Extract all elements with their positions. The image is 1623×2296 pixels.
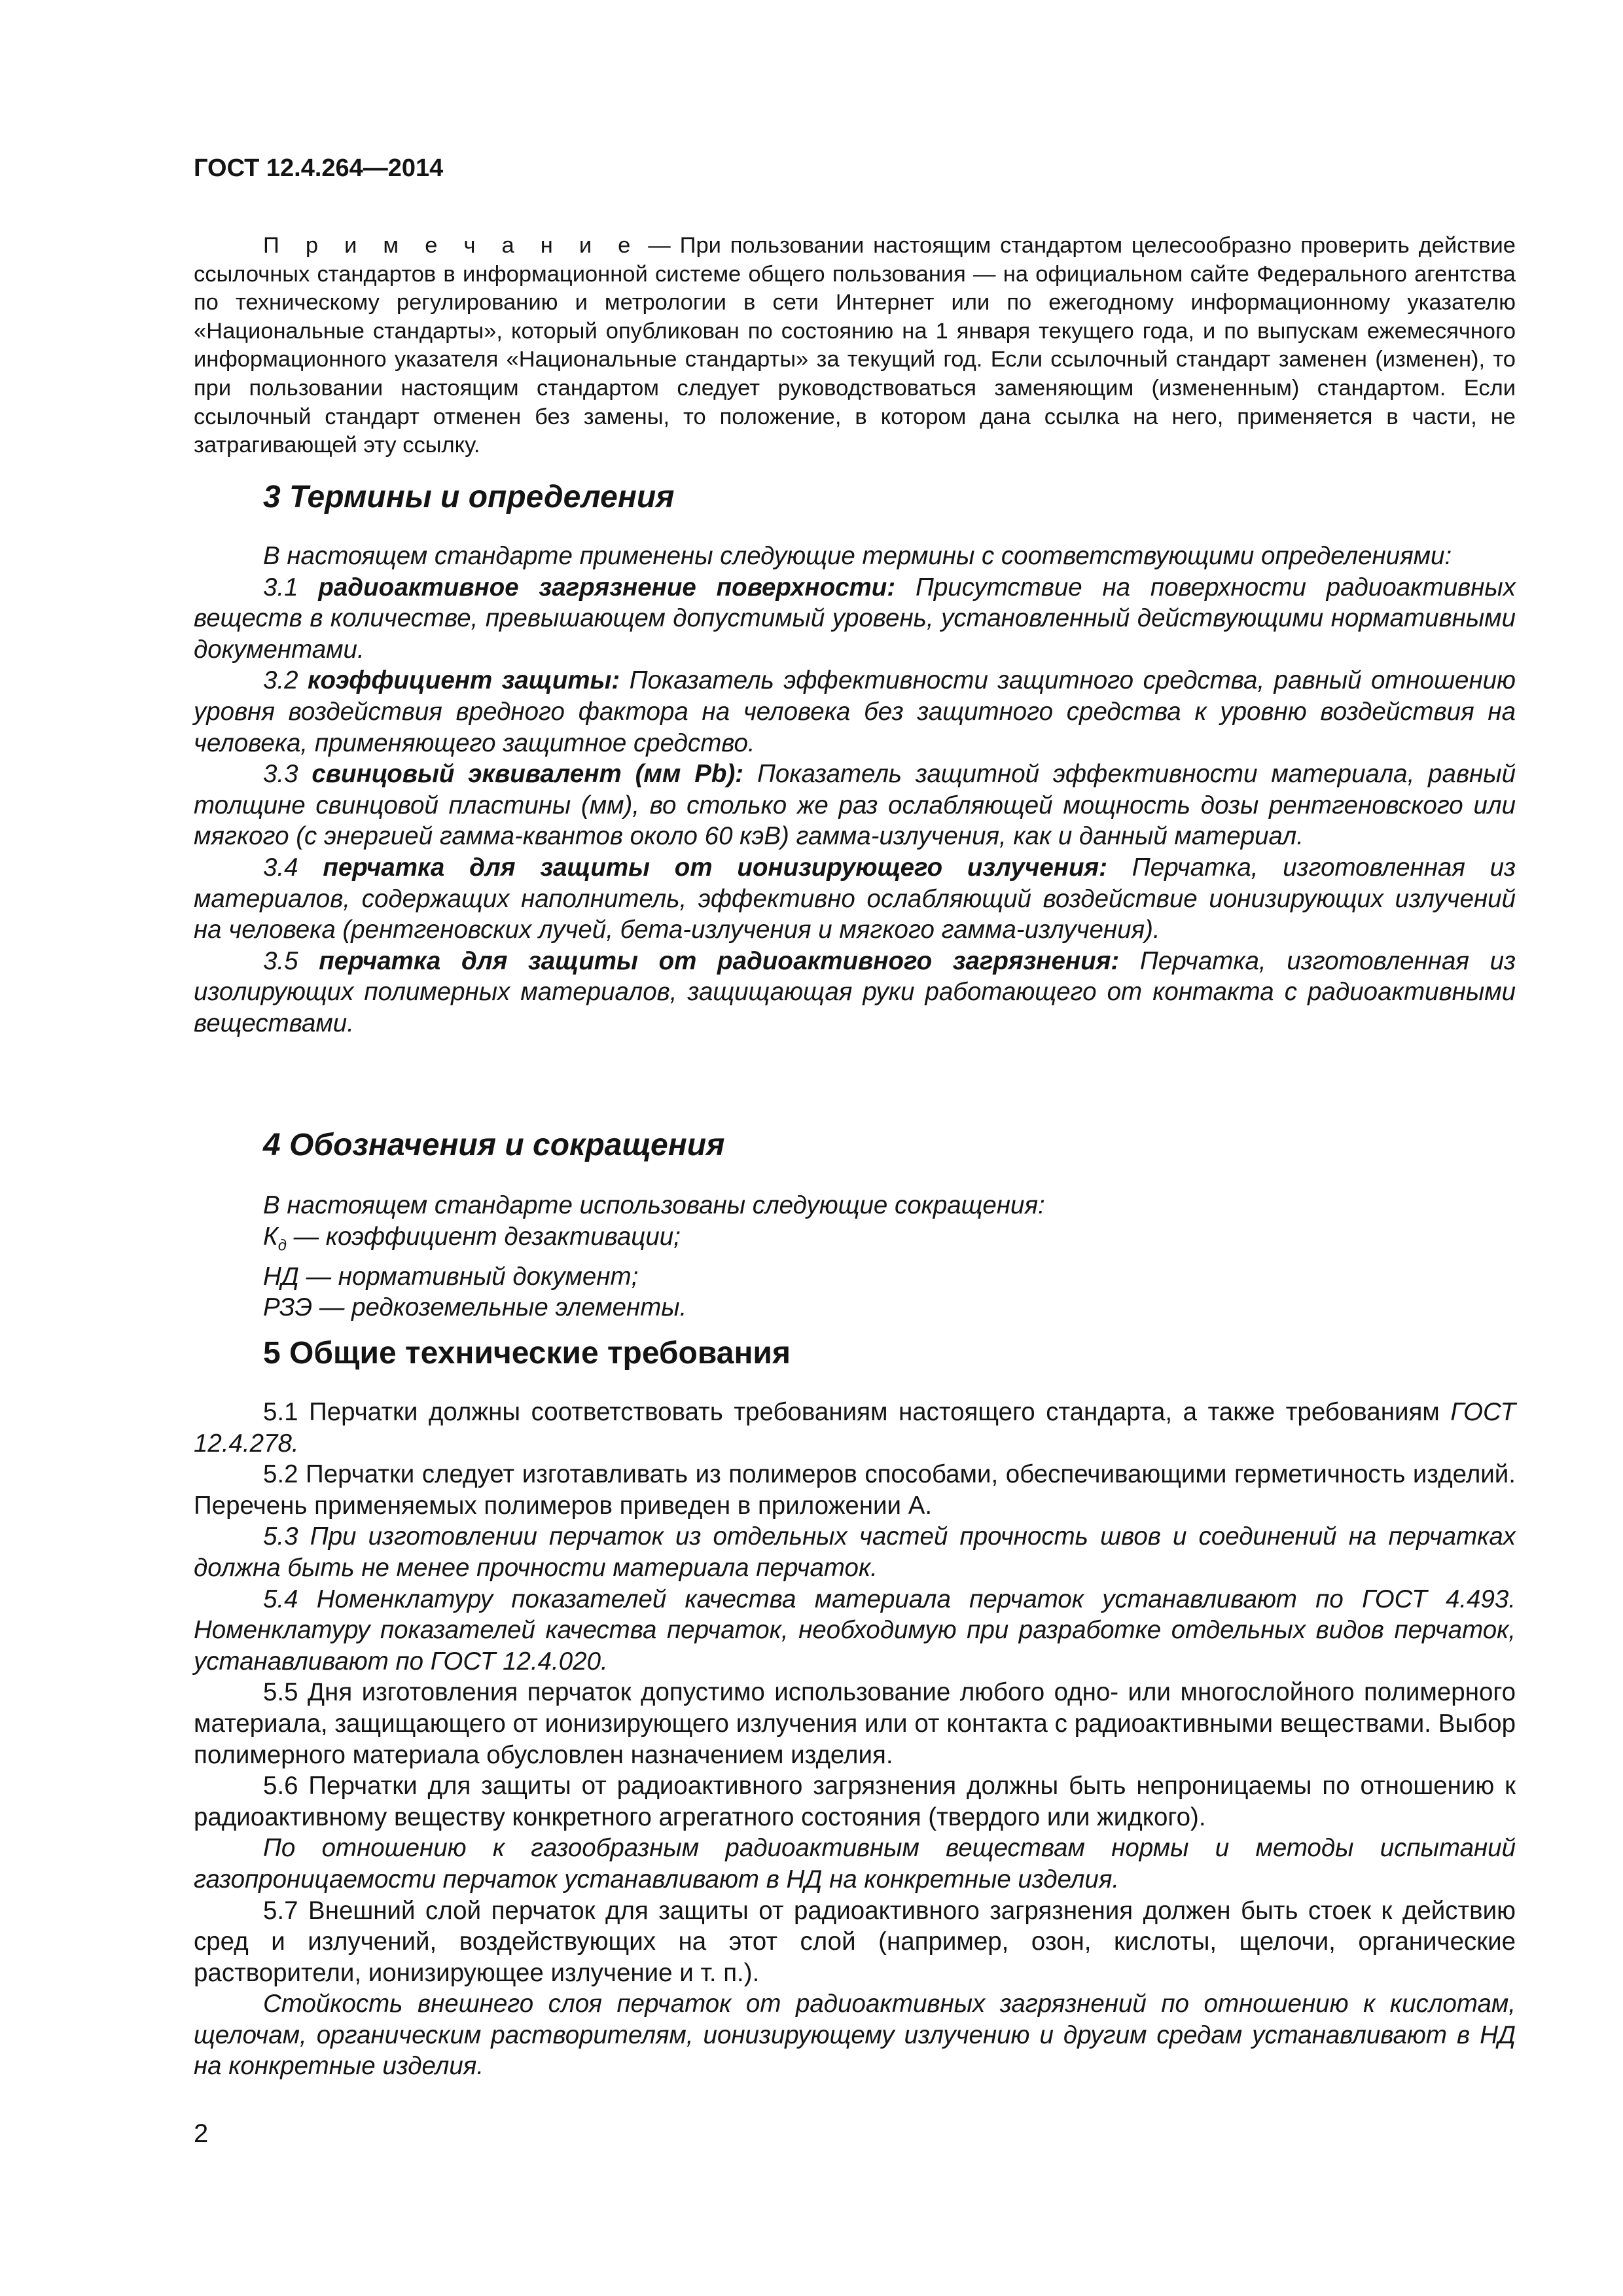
term-name: свинцовый эквивалент (мм Pb): [312, 760, 744, 789]
term-definition: Показатель защитной эффективности материала, равный толщине свинцовой пластины (мм), во столько же раз ослабляющей мощность дозы рентгеновского или мягкого (с энергией гамма-квантов около 60 кэВ) гамма-излучения, как и данный материал. [194, 760, 1516, 851]
section-3-title: 3 Термины и определения [263, 480, 675, 514]
clause-5-4: 5.4 Номенклатуру показателей качества материала перчаток устанавливают по ГОСТ 4.493. Номенклатуру показателей качества перчаток, необходимую при разработке отдельных видов перчаток, устанавливают по ГОСТ 12.4.020. [194, 1585, 1516, 1676]
term-name: коэффициент защиты: [308, 666, 620, 695]
term-3-5: 3.5 перчатка для защиты от радиоактивного загрязнения: Перчатка, изготовленная из изолирующих полимерных материалов, защищающая руки работающего от контакта с радиоактивными веществами. [194, 946, 1516, 1037]
clause-5-7-note: Стойкость внешнего слоя перчаток от радиоактивных загрязнений по отношению к кислотам, щелочам, органическим растворителям, ионизирующему излучению и другим средам устанавливают в НД на конкретные изделия. [194, 1990, 1516, 2081]
term-3-2: 3.2 коэффициент защиты: Показатель эффективности защитного средства, равный отношению уровня воздействия вредного фактора на человека без защитного средства к уровню воздействия на человека, применяющего защитное средство. [194, 666, 1516, 757]
abbr-rze: РЗЭ — редкоземельные элементы. [263, 1293, 687, 1322]
note-text: — При пользовании настоящим стандартом целесообразно проверить действие ссылочных стандартов в информационной системе общего пользования — на официальном сайте Федерального агентства по техническому регулированию и метрологии в сети Интернет или по ежегодному информационному указателю «Национальные стандарты», который опубликован по состоянию на 1 января текущего года, и по выпускам ежемесячного информационного указателя «Национальные стандарты» за текущий год. Если ссылочный стандарт заменен (изменен), то при пользовании настоящим стандартом следует руководствоваться заменяющим (измененным) стандартом. Если ссылочный стандарт отменен без замены, то положение, в котором дана ссылка на него, применяется в части, не затрагивающей эту ссылку. [194, 233, 1516, 458]
term-3-4: 3.4 перчатка для защиты от ионизирующего излучения: Перчатка, изготовленная из материалов, содержащих наполнитель, эффективно ослабляющий воздействие ионизирующих излучений на человека (рентгеновских лучей, бета-излучения и мягкого гамма-излучения). [194, 853, 1516, 944]
term-definition: Перчатка, изготовленная из материалов, содержащих наполнитель, эффективно ослабляющий воздействие ионизирующих излучений на человека (рентгеновских лучей, бета-излучения и мягкого гамма-излучения). [194, 853, 1516, 944]
note-paragraph [194, 232, 1516, 460]
section-4-title: 4 Обозначения и сокращения [263, 1128, 725, 1162]
term-name: перчатка для защиты от ионизирующего излучения: [323, 853, 1108, 882]
clause-5-6-note: По отношению к газообразным радиоактивным веществам нормы и методы испытаний газопроницаемости перчаток устанавливают в НД на конкретные изделия. [194, 1834, 1516, 1893]
document-header: ГОСТ 12.4.264—2014 [194, 154, 444, 182]
section-3-body [194, 541, 1516, 1039]
term-3-3: 3.3 свинцовый эквивалент (мм Pb): Показатель защитной эффективности материала, равный толщине свинцовой пластины (мм), во столько же раз ослабляющей мощность дозы рентгеновского или мягкого (с энергией гамма-квантов около 60 кэВ) гамма-излучения, как и данный материал. [194, 760, 1516, 851]
abbr-kd: $К_д$ — коэффициент дезактивации; [263, 1222, 681, 1255]
clause-5-5: 5.5 Дня изготовления перчаток допустимо использование любого одно- или многослойного полимерного материала, защищающего от ионизирующего излучения или от контакта с радиоактивными веществами. Выбор полимерного материала обусловлен назначением изделия. [194, 1678, 1516, 1769]
term-name: радиоактивное загрязнение поверхности: [318, 573, 896, 601]
section-5-body [194, 1397, 1516, 2082]
page-number: 2 [194, 2119, 209, 2148]
clause-5-1: 5.1 Перчатки должны соответствовать требованиям настоящего стандарта, а также требованиям ГОСТ 12.4.278. [194, 1398, 1516, 1458]
term-definition: Перчатка, изготовленная из изолирующих полимерных материалов, защищающая руки работающего от контакта с радиоактивными веществами. [194, 946, 1516, 1037]
clause-5-3: 5.3 При изготовлении перчаток из отдельных частей прочность швов и соединений на перчатках должна быть не менее прочности материала перчаток. [194, 1522, 1516, 1582]
note-label: П р и м е ч а н и е [263, 233, 639, 258]
term-definition: Присутствие на поверхности радиоактивных веществ в количестве, превышающем допустимый уровень, установленный действующими нормативными документами. [194, 573, 1516, 664]
clause-5-6: 5.6 Перчатки для защиты от радиоактивного загрязнения должны быть непроницаемы по отношению к радиоактивному веществу конкретного агрегатного состояния (твердого или жидкого). [194, 1772, 1516, 1831]
section-4-body [194, 1190, 1516, 1323]
section-3-intro: В настоящем стандарте применены следующие термины с соответствующими определениями: [263, 542, 1452, 570]
term-name: перчатка для защиты от радиоактивного загрязнения: [319, 946, 1120, 975]
clause-5-7: 5.7 Внешний слой перчаток для защиты от радиоактивного загрязнения должен быть стоек к действию сред и излучений, воздействующих на этот слой (например, озон, кислоты, щелочи, органические растворители, ионизирующее излучение и т. п.). [194, 1896, 1516, 1987]
note-block [194, 232, 1516, 460]
section-4-intro: В настоящем стандарте использованы следующие сокращения: [263, 1191, 1045, 1219]
abbr-nd: НД — нормативный документ; [263, 1262, 639, 1291]
section-5-title: 5 Общие технические требования [263, 1336, 791, 1371]
term-definition: Показатель эффективности защитного средства, равный отношению уровня воздействия вредного фактора на человека без защитного средства к уровню воздействия на человека, применяющего защитное средство. [194, 666, 1516, 757]
clause-5-2: 5.2 Перчатки следует изготавливать из полимеров способами, обеспечивающими герметичность изделий. Перечень применяемых полимеров приведен в приложении А. [194, 1460, 1516, 1520]
term-3-1: 3.1 радиоактивное загрязнение поверхности: Присутствие на поверхности радиоактивных веществ в количестве, превышающем допустимый уровень, установленный действующими нормативными документами. [194, 573, 1516, 664]
